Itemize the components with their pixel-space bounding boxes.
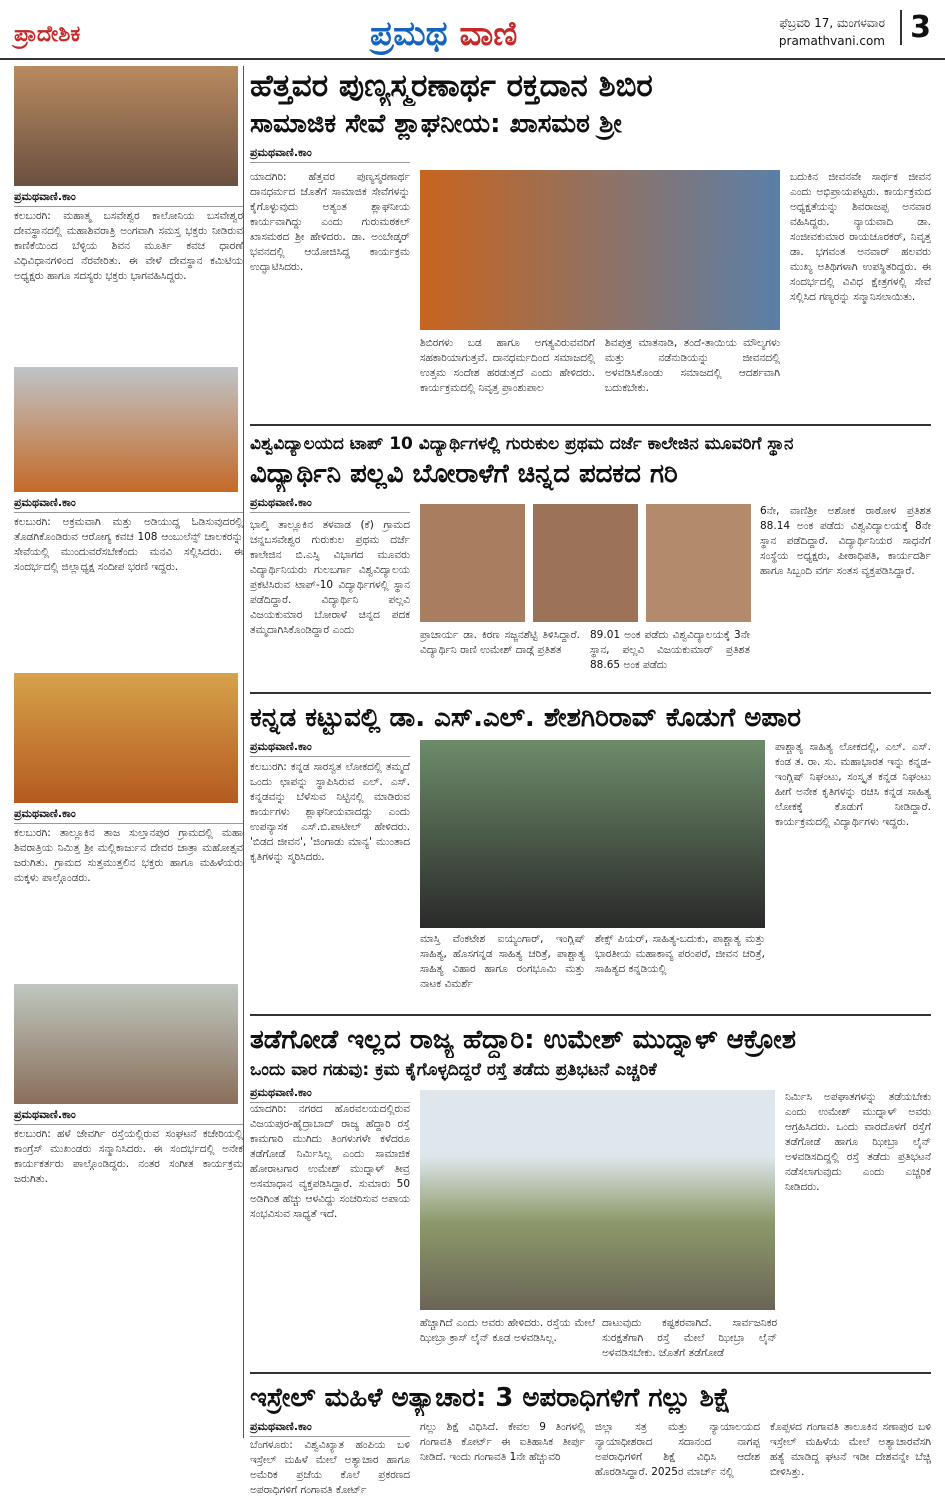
- story-column: ಬದುಕಿನ ಜೀವನವೇ ಸಾರ್ಥಕ ಜೀವನ ಎಂದು ಅಭಿಪ್ರಾಯಪಟ್ಟರು. ಕಾರ್ಯಕ್ರಮದ ಅಧ್ಯಕ್ಷತೆಯನ್ನು ಶಿವರಾಜಪ್ಪ ಅನವಾರ ವಹಿಸಿದ್ದರು. ನ್ಯಾಯವಾದಿ ಡಾ. ಸಂಜೀವಕುಮಾರ ರಾಯಚೂರಕರ್, ನಿವೃತ್ತ ಡಾ. ಭಗವಂತ ಅನವಾರ್ ಹಲವರು ಮುಖ್ಯ ಅತಿಥಿಗಳಾಗಿ ಉಪಸ್ಥಿತರಿದ್ದರು. ಈ ಸಂದರ್ಭದಲ್ಲಿ ವಿವಿಧ ಕ್ಷೇತ್ರಗಳಲ್ಲಿ ಸೇವೆ ಸಲ್ಲಿಸಿದ ಗಣ್ಯರನ್ನು ಸನ್ಮಾನಿಸಲಾಯಿತು.: [790, 171, 931, 303]
- story-kannada: [250, 700, 931, 1016]
- subheadline: ಒಂದು ವಾರ ಗಡುವು: ಕ್ರಮ ಕೈಗೊಳ್ಳದಿದ್ದರೆ ರಸ್ತೆ ತಡೆದು ಪ್ರತಿಭಟನೆ ಎಚ್ಚರಿಕೆ: [250, 1060, 657, 1080]
- masthead-a: ಪ್ರಮಥ: [370, 14, 448, 54]
- headline: ಹೆತ್ತವರ ಪುಣ್ಯಸ್ಮರಣಾರ್ಥ ರಕ್ತದಾನ ಶಿಬಿರ: [250, 68, 653, 104]
- left-photo-4: [14, 984, 238, 1104]
- story-column: 89.01 ಅಂಕ ಪಡೆದು ವಿಶ್ವವಿದ್ಯಾಲಯಕ್ಕೆ 3ನೇ ಸ್ಥಾನ, ಪಲ್ಲವಿ ವಿಜಯಕುಮಾರ್ ಪ್ರತಿಶತ 88.65 ಅಂಕ ಪಡೆದು: [590, 629, 750, 671]
- student-photo: [646, 504, 751, 622]
- left-article-3: ಕಲಬುರಗಿ: ತಾಲ್ಲೂಕಿನ ತಾಜ ಸುಲ್ತಾನಪುರ ಗ್ರಾಮದಲ್ಲಿ ಮಹಾ ಶಿವರಾತ್ರಿಯ ನಿಮಿತ್ತ ಶ್ರೀ ಮಲ್ಲಿಕಾರ್ಜುನ ದೇವರ ಜಾತ್ರಾ ಮಹೋತ್ಸವ ಜರುಗಿತು. ಗ್ರಾಮದ ಸುತ್ತಮುತ್ತಲಿನ ಭಕ್ತರು ಹಾಗೂ ಮಹಿಳೆಯರು ಮಕ್ಕಳು ಪಾಲ್ಗೊಂಡರು.: [14, 827, 243, 884]
- story-column: ಬೆಂಗಳೂರು: ವಿಶ್ವವಿಖ್ಯಾತ ಹಂಪಿಯ ಬಳಿ ಇಸ್ರೇಲ್ ಮಹಿಳೆ ಮೇಲೆ ಅತ್ಯಾಚಾರ ಹಾಗೂ ಅಮೆರಿಕ ಪ್ರಜೆಯ ಕೊಲೆ ಪ್ರಕರಣದ ಅಪರಾಧಿಗಳಿಗೆ ಗಂಗಾವತಿ ಕೋರ್ಟ್: [250, 1439, 410, 1496]
- masthead: [370, 14, 517, 54]
- story-photo: [420, 740, 765, 928]
- left-photo-3: [14, 673, 238, 803]
- byline: ಪ್ರಮಥವಾಣಿ.ಕಾಂ: [14, 496, 243, 513]
- story-column: ಹೆಚ್ಚಾಗಿದೆ ಎಂದು ಅವರು ಹೇಳಿದರು. ರಸ್ತೆಯ ಮೇಲೆ ಝೀಬ್ರಾ ಕ್ರಾಸ್ ಲೈನ್ ಕೂಡ ಅಳವಡಿಸಿಲ್ಲ.: [420, 1317, 595, 1344]
- story-column: ಗಲ್ಲು ಶಿಕ್ಷೆ ವಿಧಿಸಿದೆ. ಕೇವಲ 9 ತಿಂಗಳಲ್ಲಿ ಗಂಗಾವತಿ ಕೋರ್ಟ್ ಈ ಐತಿಹಾಸಿಕ ತೀರ್ಪು ನೀಡಿದೆ. ಇಂದು ಗಂಗಾವತಿ 1ನೇ ಹೆಚ್ಚುವರಿ: [420, 1421, 585, 1463]
- story-highway: [250, 1022, 931, 1374]
- story-column: ಜಿಲ್ಲಾ ಸತ್ರ ಮತ್ತು ನ್ಯಾಯಾಲಯದ ನ್ಯಾಯಾಧೀಶರಾದ ಸದಾನಂದ ನಾಗಪ್ಪ ಅಪರಾಧಿಗಳಿಗೆ ಶಿಕ್ಷೆ ವಿಧಿಸಿ ಆದೇಶ ಹೊರಡಿಸಿದ್ದಾರೆ. 2025ರ ಮಾರ್ಚ್ ನಲ್ಲಿ: [595, 1421, 760, 1478]
- byline: ಪ್ರಮಥವಾಣಿ.ಕಾಂ: [250, 1086, 410, 1103]
- byline: ಪ್ರಮಥವಾಣಿ.ಕಾಂ: [14, 807, 243, 824]
- byline: ಪ್ರಮಥವಾಣಿ.ಕಾಂ: [250, 1420, 410, 1437]
- date: ಫೆಬ್ರವರಿ 17, ಮಂಗಳವಾರ: [779, 16, 885, 30]
- story-photo: [420, 1090, 775, 1310]
- student-photo: [420, 504, 525, 622]
- byline: ಪ್ರಮಥವಾಣಿ.ಕಾಂ: [250, 146, 410, 163]
- byline: ಪ್ರಮಥವಾಣಿ.ಕಾಂ: [14, 190, 243, 207]
- headline: ಇಸ್ರೇಲ್ ಮಹಿಳೆ ಅತ್ಯಾಚಾರ: 3 ಅಪರಾಧಿಗಳಿಗೆ ಗಲ್ಲು ಶಿಕ್ಷೆ: [250, 1383, 731, 1413]
- story-students: [250, 432, 931, 694]
- left-column: [14, 66, 244, 1438]
- story-column: ದಾಟುವುದು ಕಷ್ಟಕರವಾಗಿದೆ. ಸಾರ್ವಜನಿಕರ ಸುರಕ್ಷತೆಗಾಗಿ ರಸ್ತೆ ಮೇಲೆ ಝೀಬ್ರಾ ಲೈನ್ ಅಳವಡಿಸಬೇಕು. ಜೊತೆಗೆ ತಡೆಗೋಡೆ: [602, 1317, 777, 1359]
- story-column: ಶೇಕ್ಸ್ ಪಿಯರ್, ಸಾಹಿತ್ಯ-ಬದುಕು, ಪಾಶ್ಚಾತ್ಯ ಮತ್ತು ಭಾರತೀಯ ಮಹಾಕಾವ್ಯ ಪರಂಪರೆ, ಜೀವನ ಚರಿತ್ರೆ, ಸಾಹಿತ್ಯದ ಕನ್ನಡಿಯಲ್ಲಿ: [595, 933, 765, 975]
- byline: ಪ್ರಮಥವಾಣಿ.ಕಾಂ: [250, 740, 410, 757]
- left-article-4: ಕಲಬುರಗಿ: ಹಳೆ ಜೇವರ್ಗಿ ರಸ್ತೆಯಲ್ಲಿರುವ ಸಂಘಟನೆ ಕಚೇರಿಯಲ್ಲಿ ಕಾಂಗ್ರೆಸ್ ಮುಖಂಡರು ಸನ್ಮಾನಿಸಿದರು. ಈ ಸಂದರ್ಭದಲ್ಲಿ ಅನೇಕ ಕಾರ್ಯಕರ್ತರು ಪಾಲ್ಗೊಂಡಿದ್ದರು. ನಂತರ ಸಂಗೀತ ಕಾರ್ಯಕ್ರಮ ಜರುಗಿತು.: [14, 1128, 243, 1185]
- story-column: ಕೊಪ್ಪಳದ ಗಂಗಾವತಿ ತಾಲೂಕಿನ ಸಣಾಪುರ ಬಳಿ ಇಸ್ರೇಲ್ ಮಹಿಳೆಯ ಮೇಲೆ ಅತ್ಯಾಚಾರವೆಸಗಿ ಹತ್ಯೆ ಮಾಡಿದ್ದ ಘಟನೆ ಇಡೀ ದೇಶವನ್ನೇ ಬೆಚ್ಚಿ ಬೀಳಿಸಿತ್ತು.: [770, 1421, 931, 1478]
- kicker: ವಿಶ್ವವಿದ್ಯಾಲಯದ ಟಾಪ್ 10 ವಿದ್ಯಾರ್ಥಿಗಳಲ್ಲಿ ಗುರುಕುಲ ಪ್ರಥಮ ದರ್ಜೆ ಕಾಲೇಜಿನ ಮೂವರಿಗೆ ಸ್ಥಾನ: [250, 434, 794, 454]
- student-photo: [533, 504, 638, 622]
- story-column: ಭಾಲ್ಕಿ ತಾಲ್ಲೂಕಿನ ತಳವಾಡ (ಕೆ) ಗ್ರಾಮದ ಚನ್ನಬಸವೇಶ್ವರ ಗುರುಕುಲ ಪ್ರಥಮ ದರ್ಜೆ ಕಾಲೇಜಿನ ಬಿ.ಎಸ್ಸಿ ವಿಭಾಗದ ಮೂವರು ವಿದ್ಯಾರ್ಥಿನಿಯರು ಗುಲಬರ್ಗಾ ವಿಶ್ವವಿದ್ಯಾಲಯ ಪ್ರಕಟಿಸಿರುವ ಟಾಪ್-10 ವಿದ್ಯಾರ್ಥಿಗಳಲ್ಲಿ ಸ್ಥಾನ ಪಡೆದಿದ್ದಾರೆ. ವಿದ್ಯಾರ್ಥಿನಿ ಪಲ್ಲವಿ ವಿಜಯಕುಮಾರ ಬೋರಾಳೆ ಚಿನ್ನದ ಪದಕ ತಮ್ಮದಾಗಿಸಿಕೊಂಡಿದ್ದಾರೆ ಎಂದು: [250, 519, 410, 636]
- left-photo-2: [14, 367, 238, 492]
- story-column: ಪ್ರಾಚಾರ್ಯ ಡಾ. ಕಿರಣ ಸಜ್ಜನಶೆಟ್ಟಿ ತಿಳಿಸಿದ್ದಾರೆ. ವಿದ್ಯಾರ್ಥಿನಿ ರಾಣಿ ಉಮೇಶ್ ದಾಡ್ಗೆ ಪ್ರತಿಶತ: [420, 629, 580, 656]
- dateline: [779, 14, 885, 50]
- left-article-1: ಕಲಬುರಗಿ: ಮಹಾತ್ಮ ಬಸವೇಶ್ವರ ಕಾಲೋನಿಯ ಬಸವೇಶ್ವರ ದೇವಸ್ಥಾನದಲ್ಲಿ ಮಹಾಶಿವರಾತ್ರಿ ಅಂಗವಾಗಿ ಸಮಸ್ತ ಭಕ್ತರು ನೀಡಿರುವ ಕಾಣಿಕೆಯಿಂದ ಬೆಳ್ಳಿಯ ಶಿವನ ಮೂರ್ತಿ ಕವಚ ಧಾರಣೆ ವಿಧಿವಿಧಾನಗಳಿಂದ ನೆರವೇರಿತು. ಈ ವೇಳೆ ದೇವಸ್ಥಾನ ಕಮಿಟಿಯ ಅಧ್ಯಕ್ಷರು ಹಾಗೂ ಸದಸ್ಯರು ಭಕ್ತರು ಭಾಗವಹಿಸಿದ್ದರು.: [14, 210, 243, 282]
- story-column: ಶಿಬಿರಗಳು ಬಡ ಹಾಗೂ ಅಗತ್ಯವಿರುವವರಿಗೆ ಸಹಕಾರಿಯಾಗುತ್ತವೆ. ದಾನಧರ್ಮದಿಂದ ಸಮಾಜದಲ್ಲಿ ಉತ್ತಮ ಸಂದೇಶ ಹರಡುತ್ತದೆ ಎಂದು ಹೇಳಿದರು. ಕಾರ್ಯಕ್ರಮದಲ್ಲಿ ನಿವೃತ್ತ ಪ್ರಾಂಶುಪಾಲ: [420, 337, 595, 394]
- headline: ತಡೆಗೋಡೆ ಇಲ್ಲದ ರಾಜ್ಯ ಹೆದ್ದಾರಿ: ಉಮೇಶ್ ಮುದ್ನಾಳ್ ಆಕ್ರೋಶ: [250, 1025, 797, 1055]
- byline: ಪ್ರಮಥವಾಣಿ.ಕಾಂ: [14, 1108, 243, 1125]
- page-number: 3: [900, 10, 931, 45]
- story-column: ಯಾದಗಿರಿ: ಹೆತ್ತವರ ಪುಣ್ಯಸ್ಮರಣಾರ್ಥ ದಾನಧರ್ಮದ ಜೊತೆಗೆ ಸಾಮಾಜಿಕ ಸೇವೆಗಳನ್ನು ಕೈಗೊಳ್ಳುವುದು ಅತ್ಯಂತ ಶ್ಲಾಘನೀಯ ಕಾರ್ಯವಾಗಿದ್ದು ಎಂದು ಗುರುಮಠಕಲ್ ಖಾಸಮಠದ ಶ್ರೀ ಹೇಳಿದರು. ಡಾ. ಅಂಬೇಡ್ಕರ್ ಭವನದಲ್ಲಿ ಆಯೋಜಿಸಿದ್ದ ಕಾರ್ಯಕ್ರಮ ಉದ್ಘಾಟಿಸಿದರು.: [250, 171, 410, 273]
- story-column: ಯಾದಗಿರಿ: ನಗರದ ಹೊರವಲಯದಲ್ಲಿರುವ ವಿಜಯಪುರ-ಹೈದ್ರಾಬಾದ್ ರಾಜ್ಯ ಹೆದ್ದಾರಿ ರಸ್ತೆ ಕಾಮಗಾರಿ ಮುಗಿದು ತಿಂಗಳುಗಳೇ ಕಳೆದರೂ ತಡೆಗೋಡೆ ನಿರ್ಮಿಸಿಲ್ಲ ಎಂದು ಸಾಮಾಜಿಕ ಹೋರಾಟಗಾರ ಉಮೇಶ್ ಮುದ್ನಾಳ್ ತೀವ್ರ ಅಸಮಾಧಾನ ವ್ಯಕ್ತಪಡಿಸಿದ್ದಾರೆ. ಸುಮಾರು 50 ಅಡಿಗಿಂತ ಹೆಚ್ಚು ಆಳವಿದ್ದು ಸಂಚರಿಸುವ ಅಪಾಯ ಸಂಭವಿಸುವ ಸಾಧ್ಯತೆ ಇದೆ.: [250, 1103, 410, 1220]
- left-photo-1: [14, 66, 238, 186]
- story-column: ನಿರ್ಮಿಸಿ ಅಪಘಾತಗಳನ್ನು ತಡೆಯಬೇಕು ಎಂದು ಉಮೇಶ್ ಮುದ್ನಾಳ್ ಅವರು ಆಗ್ರಹಿಸಿದರು. ಒಂದು ವಾರದೊಳಗೆ ರಸ್ತೆಗೆ ತಡೆಗೋಡೆ ಹಾಗೂ ಝೀಬ್ರಾ ಲೈನ್ ಅಳವಡಿಸದಿದ್ದಲ್ಲಿ ರಸ್ತೆ ತಡೆದು ಪ್ರತಿಭಟನೆ ನಡೆಸಲಾಗುವುದು ಎಂದು ಎಚ್ಚರಿಕೆ ನೀಡಿದರು.: [785, 1091, 931, 1193]
- story-column: 6ನೇ, ವಾಣಿಶ್ರೀ ಅಶೋಕ ರಾಠೋಳ ಪ್ರತಿಶತ 88.14 ಅಂಕ ಪಡೆದು ವಿಶ್ವವಿದ್ಯಾಲಯಕ್ಕೆ 8ನೇ ಸ್ಥಾನ ಪಡೆದಿದ್ದಾರೆ. ವಿದ್ಯಾರ್ಥಿನಿಯರ ಸಾಧನೆಗೆ ಸಂಸ್ಥೆಯ ಅಧ್ಯಕ್ಷರು, ಪೀಠಾಧಿಪತಿ, ಕಾರ್ಯದರ್ಶಿ ಹಾಗೂ ಸಿಬ್ಬಂದಿ ವರ್ಗ ಸಂತಸ ವ್ಯಕ್ತಪಡಿಸಿದ್ದಾರೆ.: [760, 505, 931, 577]
- story-column: ಮಾಸ್ತಿ ವೆಂಕಟೇಶ ಐಯ್ಯಂಗಾರ್, ಇಂಗ್ಲಿಷ್ ಸಾಹಿತ್ಯ, ಹೊಸಗನ್ನಡ ಸಾಹಿತ್ಯ ಚರಿತ್ರೆ, ಪಾಶ್ಚಾತ್ಯ ಸಾಹಿತ್ಯ ವಿಹಾರ ಹಾಗೂ ರಂಗಭೂಮಿ ಮತ್ತು ನಾಟಕ ವಿಮರ್ಶೆ: [420, 933, 585, 990]
- page-header: [0, 0, 945, 60]
- site-url: pramathvani.com: [778, 34, 885, 48]
- headline: ಕನ್ನಡ ಕಟ್ಟುವಲ್ಲಿ ಡಾ. ಎಸ್.ಎಲ್. ಶೇಶಗಿರಿರಾವ್ ಕೊಡುಗೆ ಅಪಾರ: [250, 703, 801, 733]
- subheadline: ಸಾಮಾಜಿಕ ಸೇವೆ ಶ್ಲಾಘನೀಯ: ಖಾಸಮಠ ಶ್ರೀ: [250, 109, 622, 139]
- section-title: ಪ್ರಾದೇಶಿಕ: [14, 22, 81, 47]
- story-blood-donation: [250, 66, 931, 426]
- story-column: ಪಾಶ್ಚಾತ್ಯ ಸಾಹಿತ್ಯ ಲೋಕದಲ್ಲಿ, ಎಲ್. ಎಸ್. ಕಂಡ ತ. ರಾ. ಸು. ಮಹಾಭಾರತ ಇನ್ನು ಕನ್ನಡ-ಇಂಗ್ಲಿಷ್ ನಿಘಂಟು, ಸಂಸ್ಕೃತ ಕನ್ನಡ ನಿಘಂಟು ಹೀಗೆ ಅನೇಕ ಕೃತಿಗಳನ್ನು ರಚಿಸಿ ಕನ್ನಡ ಸಾಹಿತ್ಯ ಲೋಕಕ್ಕೆ ಕೊಡುಗೆ ನೀಡಿದ್ದಾರೆ. ಕಾರ್ಯಕ್ರಮದಲ್ಲಿ ವಿದ್ಯಾರ್ಥಿಗಳು ಇದ್ದರು.: [775, 741, 931, 828]
- story-photo: [420, 170, 780, 330]
- story-column: ಶಿವಪುತ್ರ ಮಾತನಾಡಿ, ತಂದೆ-ತಾಯಿಯ ಮೌಲ್ಯಗಳು ಮತ್ತು ನಡೆನುಡಿಯನ್ನು ಜೀವನದಲ್ಲಿ ಅಳವಡಿಸಿಕೊಂಡು ಸಮಾಜದಲ್ಲಿ ಆದರ್ಶವಾಗಿ ಬದುಕಬೇಕು.: [605, 337, 780, 394]
- byline: ಪ್ರಮಥವಾಣಿ.ಕಾಂ: [250, 496, 410, 513]
- left-article-2: ಕಲಬುರಗಿ: ಅಕ್ರಮವಾಗಿ ಮತ್ತು ಅಡಿಯುದ್ದ ಓಡಿಸುವುದರಲ್ಲಿ ತೊಡಗಿಕೊಂಡಿರುವ ಆರೋಗ್ಯ ಕವಚ 108 ಆಂಬುಲೆನ್ಸ್ ಚಾಲಕರನ್ನು ಸೇವೆಯಲ್ಲಿ ಮುಂದುವರೆಸಬೇಕೆಂದು ಮನವಿ ಸಲ್ಲಿಸಿದರು. ಈ ಸಂದರ್ಭದಲ್ಲಿ ಜಿಲ್ಲಾಧ್ಯಕ್ಷ ಸಂದೀಪ ಭರಣಿ ಇದ್ದರು.: [14, 516, 243, 573]
- masthead-b: ವಾಣಿ: [459, 14, 518, 54]
- story-column: ಕಲಬುರಗಿ: ಕನ್ನಡ ಸಾರಸ್ವತ ಲೋಕದಲ್ಲಿ ತಮ್ಮದೆ ಒಂದು ಛಾಪನ್ನು ಸ್ಥಾಪಿಸಿರುವ ಎಲ್. ಎಸ್. ಕನ್ನಡವನ್ನು ಬೆಳೆಸುವ ನಿಟ್ಟಿನಲ್ಲಿ ಮಾಡಿರುವ ಕಾರ್ಯಗಳು ಶ್ಲಾಘನೀಯವಾದದ್ದು ಎಂದು ಉಪನ್ಯಾಸಕ ಎಸ್.ಬಿ.ಪಾಟೀಲ್ ಹೇಳಿದರು. 'ಬಿಡದ ಜೀವನ', 'ಜಿಂಗಾಡು ಮಾನ್ಯ' ಮುಂತಾದ ಕೃತಿಗಳನ್ನು ಸ್ಮರಿಸಿದರು.: [250, 761, 410, 863]
- story-israel: [250, 1380, 931, 1500]
- headline: ವಿದ್ಯಾರ್ಥಿನಿ ಪಲ್ಲವಿ ಬೋರಾಳೆಗೆ ಚಿನ್ನದ ಪದಕದ ಗರಿ: [250, 459, 678, 489]
